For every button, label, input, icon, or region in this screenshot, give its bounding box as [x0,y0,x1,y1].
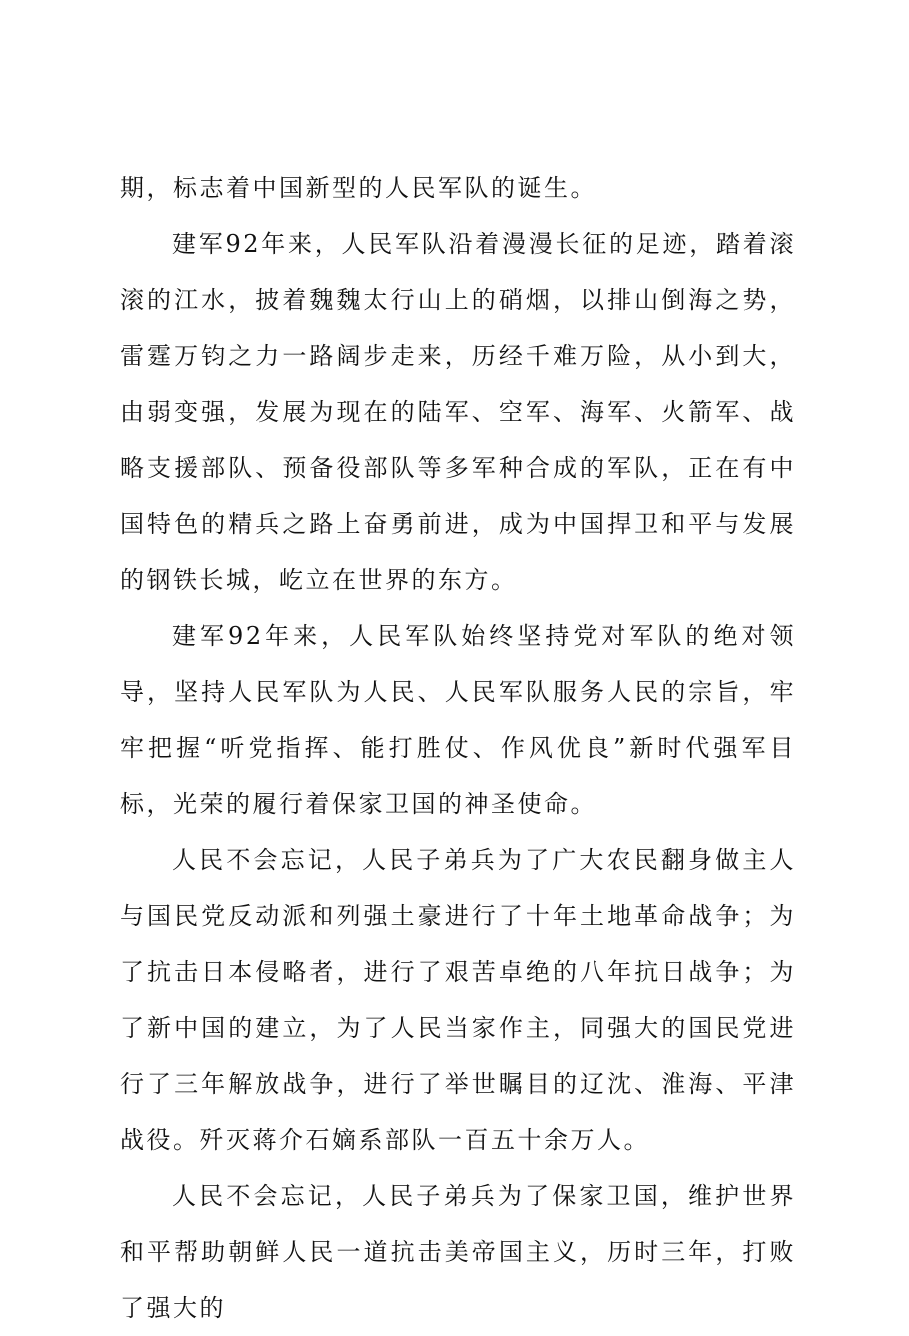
paragraph-2: 建军92年来，人民军队沿着漫漫长征的足迹，踏着滚滚的江水，披着魏魏太行山上的硝烟，以排山倒海之势，雷霆万钧之力一路阔步走来，历经千难万险，从小到大，由弱变强，发展为现在的陆军、空军、海军、火箭军、战略支援部队、预备役部队等多军种合成的军队，正在有中国特色的精兵之路上奋勇前进，成为中国捍卫和平与发展的钢铁长城，屹立在世界的东方。 [120,230,796,594]
paragraph-1: 期，标志着中国新型的人民军队的诞生。 [120,174,597,202]
paragraph-3: 建军92年来，人民军队始终坚持党对军队的绝对领导，坚持人民军队为人民、人民军队服务人民的宗旨，牢牢把握“听党指挥、能打胜仗、作风优良”新时代强军目标，光荣的履行着保家卫国的神圣使命。 [120,622,796,818]
paragraph-4: 人民不会忘记，人民子弟兵为了广大农民翻身做主人与国民党反动派和列强土豪进行了十年土地革命战争；为了抗击日本侵略者，进行了艰苦卓绝的八年抗日战争；为了新中国的建立，为了人民当家作主，同强大的国民党进行了三年解放战争，进行了举世瞩目的辽沈、淮海、平津战役。歼灭蒋介石嫡系部队一百五十余万人。 [120,846,796,1154]
paragraph-5: 人民不会忘记，人民子弟兵为了保家卫国，维护世界和平帮助朝鲜人民一道抗击美帝国主义，历时三年，打败了强大的 [120,1182,796,1322]
document-page [120,160,796,1336]
